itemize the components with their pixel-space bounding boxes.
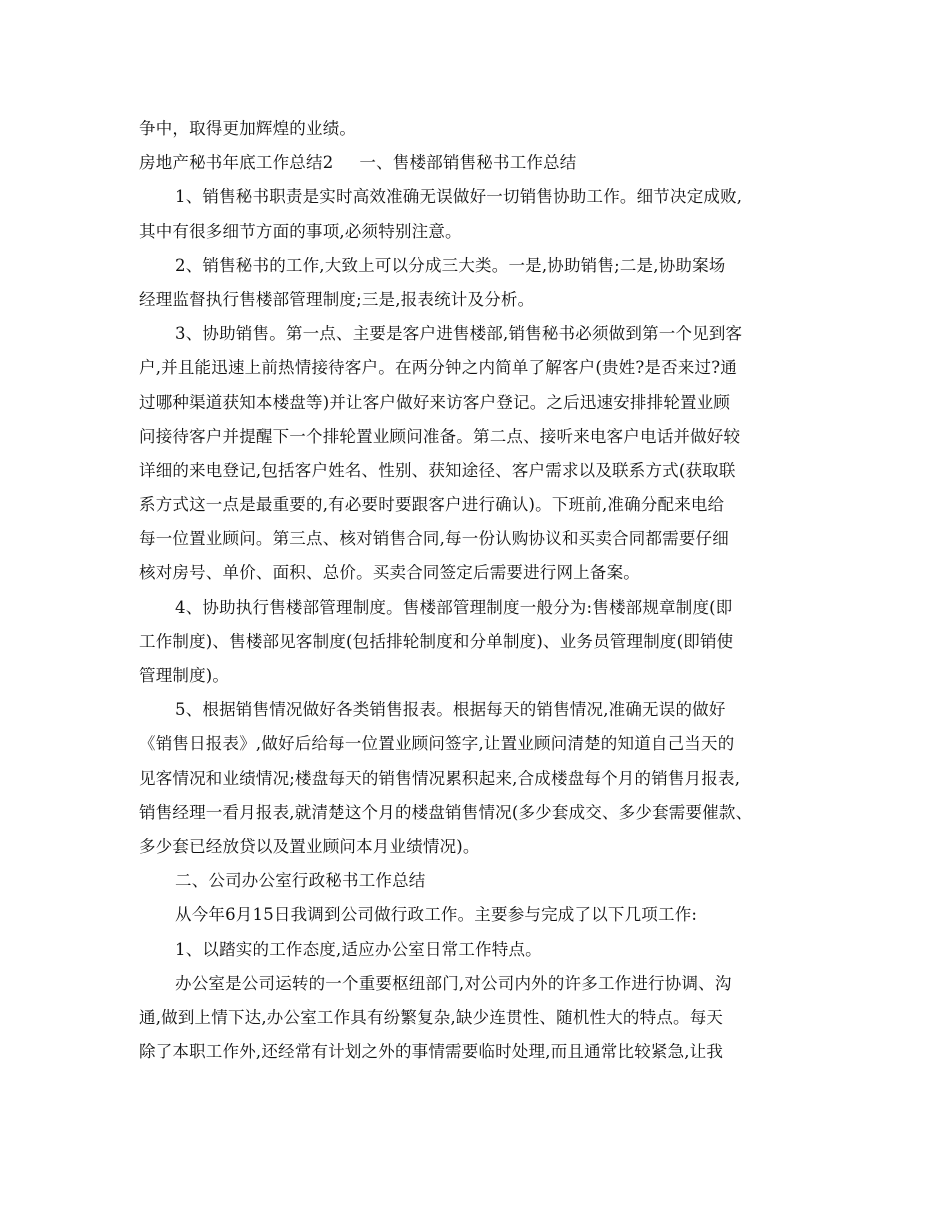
text-line-26: 办公室是公司运转的一个重要枢纽部门,对公司内外的许多工作进行协调、沟: [175, 973, 732, 993]
section-heading-2: 二、公司办公室行政秘书工作总结: [175, 871, 426, 891]
text-line-14: 核对房号、单价、面积、总价。买卖合同签定后需要进行网上备案。: [139, 563, 640, 583]
document-body: [139, 112, 829, 1069]
text-line-19: 《销售日报表》,做好后给每一位置业顾问签字,让置业顾问清楚的知道自己当天的: [139, 734, 735, 754]
text-line-15: 4、协助执行售楼部管理制度。售楼部管理制度一般分为:售楼部规章制度(即: [175, 597, 733, 617]
text-line-28: 除了本职工作外,还经常有计划之外的事情需要临时处理,而且通常比较紧急,让我: [139, 1042, 724, 1062]
text-line-7: 3、协助销售。第一点、主要是客户进售楼部,销售秘书必须做到第一个见到客: [175, 324, 743, 344]
text-line-16: 工作制度)、售楼部见客制度(包括排轮制度和分单制度)、业务员管理制度(即销使: [139, 631, 734, 651]
document-title: 房地产秘书年底工作总结2: [139, 153, 334, 173]
text-line-17: 管理制度)。: [139, 666, 230, 685]
text-line-18: 5、根据销售情况做好各类销售报表。根据每天的销售情况,准确无误的做好: [175, 700, 726, 720]
text-line-9: 过哪种渠道获知本楼盘等)并让客户做好来访客户登记。之后迅速安排排轮置业顾: [139, 392, 731, 412]
text-line-27: 通,做到上情下达,办公室工作具有纷繁复杂,缺少连贯性、随机性大的特点。每天: [139, 1007, 724, 1027]
text-line-11: 详细的来电登记,包括客户姓名、性别、获知途径、客户需求以及联系方式(获取联: [139, 460, 736, 480]
text-line-13: 每一位置业顾问。第三点、核对销售合同,每一份认购协议和买卖合同都需要仔细: [139, 529, 729, 549]
text-line-12: 系方式这一点是最重要的,有必要时要跟客户进行确认)。下班前,准确分配来电给: [139, 495, 725, 515]
text-line-21: 销售经理一看月报表,就清楚这个月的楼盘销售情况(多少套成交、多少套需要催款、: [139, 802, 753, 822]
text-line-25: 1、以踏实的工作态度,适应办公室日常工作特点。: [175, 939, 542, 959]
text-line-2: [139, 146, 829, 180]
text-line-20: 见客情况和业绩情况;楼盘每天的销售情况累积起来,合成楼盘每个月的销售月报表,: [139, 768, 741, 788]
text-line-24: 从今年6月15日我调到公司做行政工作。主要参与完成了以下几项工作:: [175, 905, 698, 925]
text-line-6: 经理监督执行售楼部管理制度;三是,报表统计及分析。: [139, 289, 535, 309]
text-line-4: 其中有很多细节方面的事项,必须特别注意。: [139, 221, 462, 241]
text-line-5: 2、销售秘书的工作,大致上可以分成三大类。一是,协助销售;二是,协助案场: [175, 255, 726, 275]
text-line-22: 多少套已经放贷以及置业顾问本月业绩情况)。: [139, 836, 480, 856]
text-line-1: 争中，取得更加辉煌的业绩。: [139, 119, 357, 138]
text-line-3: 1、销售秘书职责是实时高效准确无误做好一切销售协助工作。细节决定成败,: [175, 187, 743, 207]
text-line-8: 户,并且能迅速上前热情接待客户。在两分钟之内简单了解客户(贵姓?是否来过?通: [139, 358, 737, 378]
section-heading-1: 一、售楼部销售秘书工作总结: [359, 153, 577, 173]
text-line-10: 问接待客户并提醒下一个排轮置业顾问准备。第二点、接听来电客户电话并做好较: [139, 426, 741, 446]
